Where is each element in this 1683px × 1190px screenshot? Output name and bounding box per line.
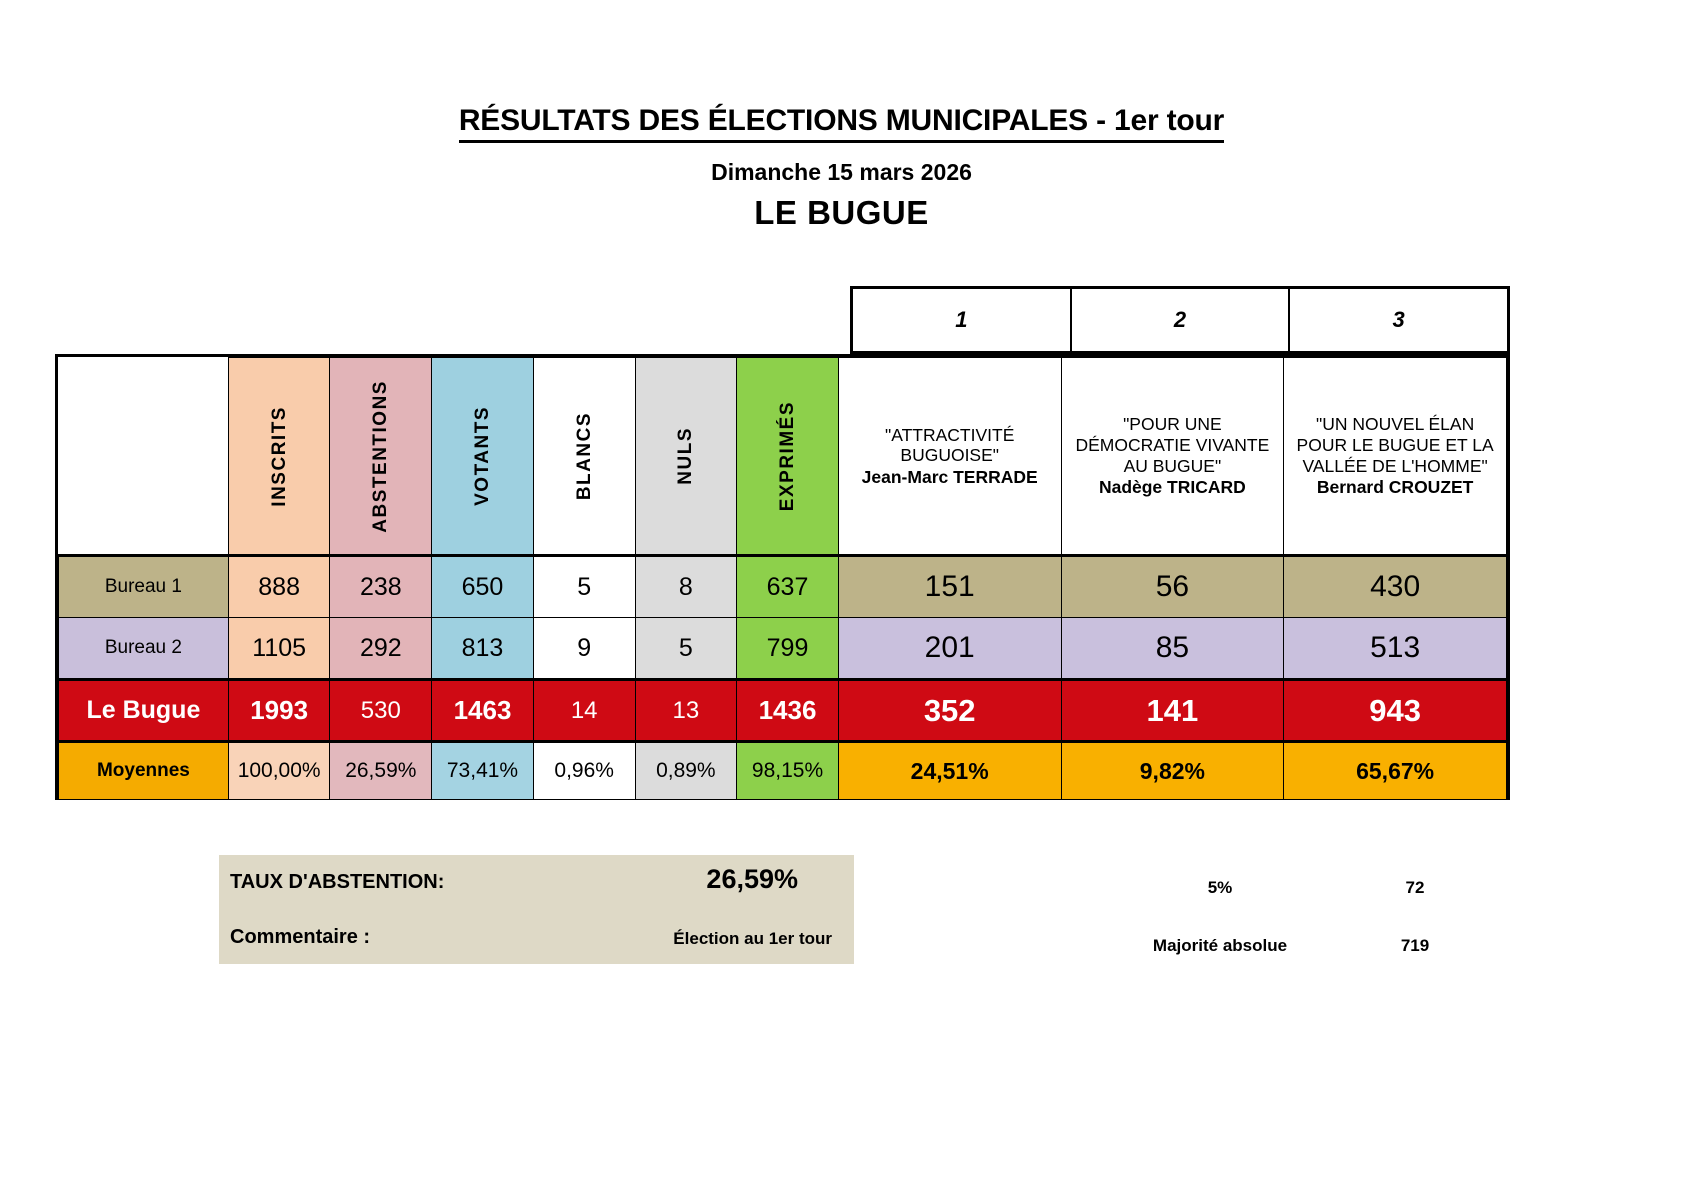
cell-b1-votants: 650 <box>432 556 534 618</box>
commune-name: LE BUGUE <box>754 194 929 231</box>
summary-box <box>219 855 854 964</box>
header-candidate-2 <box>1061 358 1284 556</box>
candidate-3-list-name: "UN NOUVEL ÉLAN POUR LE BUGUE ET LA VALLÉE DE L'HOMME" <box>1296 414 1494 476</box>
cell-b2-abstentions: 292 <box>330 618 432 680</box>
threshold-5-percent-label: 5% <box>1207 878 1233 897</box>
cell-b1-candidate-2: 56 <box>1061 556 1284 618</box>
table-row-total <box>59 680 1507 742</box>
table-row-averages <box>59 742 1507 800</box>
row-label-averages: Moyennes <box>59 742 229 800</box>
cell-avg-blancs: 0,96% <box>533 742 635 800</box>
cell-b2-candidate-2: 85 <box>1061 618 1284 680</box>
header-votants <box>432 358 534 556</box>
candidate-number-band <box>850 286 1510 354</box>
comment-value: Élection au 1er tour <box>673 929 832 948</box>
cell-total-candidate-1: 352 <box>838 680 1061 742</box>
header-votants-label: VOTANTS <box>471 406 493 506</box>
cell-avg-candidate-3: 65,67% <box>1284 742 1507 800</box>
header-inscrits-label: INSCRITS <box>268 405 290 507</box>
cell-b2-candidate-3: 513 <box>1284 618 1507 680</box>
cell-total-exprimes: 1436 <box>737 680 839 742</box>
cell-total-candidate-2: 141 <box>1061 680 1284 742</box>
header-blancs-label: BLANCS <box>573 411 595 501</box>
header-nuls <box>635 358 737 556</box>
row-label-total: Le Bugue <box>59 680 229 742</box>
row-label-bureau-1: Bureau 1 <box>59 556 229 618</box>
cell-avg-abstentions: 26,59% <box>330 742 432 800</box>
header-abstentions <box>330 358 432 556</box>
abstention-row <box>219 855 854 909</box>
cell-total-abstentions: 530 <box>330 680 432 742</box>
header-inscrits <box>228 358 330 556</box>
results-table <box>55 354 1510 800</box>
cell-b1-nuls: 8 <box>635 556 737 618</box>
header-exprimes <box>737 358 839 556</box>
candidate-2-person: Nadège TRICARD <box>1098 477 1246 498</box>
candidate-1-person: Jean-Marc TERRADE <box>861 466 1038 487</box>
cell-avg-exprimes: 98,15% <box>737 742 839 800</box>
cell-total-blancs: 14 <box>533 680 635 742</box>
cell-avg-candidate-2: 9,82% <box>1061 742 1284 800</box>
header-candidate-1 <box>838 358 1061 556</box>
cell-b2-candidate-1: 201 <box>838 618 1061 680</box>
cell-b2-nuls: 5 <box>635 618 737 680</box>
cell-b2-inscrits: 1105 <box>228 618 330 680</box>
candidate-3-person: Bernard CROUZET <box>1316 477 1474 498</box>
candidate-2-list-name: "POUR UNE DÉMOCRATIE VIVANTE AU BUGUE" <box>1075 414 1270 476</box>
absolute-majority-label: Majorité absolue <box>1152 936 1288 955</box>
row-label-bureau-2: Bureau 2 <box>59 618 229 680</box>
table-header-row <box>59 358 1507 556</box>
abstention-value: 26,59% <box>706 864 798 894</box>
page-title: RÉSULTATS DES ÉLECTIONS MUNICIPALES - 1er tour <box>459 104 1224 143</box>
cell-b1-inscrits: 888 <box>228 556 330 618</box>
cell-b1-candidate-1: 151 <box>838 556 1061 618</box>
cell-b1-candidate-3: 430 <box>1284 556 1507 618</box>
cell-b1-exprimes: 637 <box>737 556 839 618</box>
header-corner-cell <box>59 358 229 556</box>
cell-total-inscrits: 1993 <box>228 680 330 742</box>
header-candidate-3 <box>1284 358 1507 556</box>
election-date: Dimanche 15 mars 2026 <box>711 159 972 185</box>
threshold-notes <box>1090 872 1510 988</box>
table-row <box>59 618 1507 680</box>
candidate-1-list-name: "ATTRACTIVITÉ BUGUOISE" <box>885 424 1015 466</box>
cell-avg-nuls: 0,89% <box>635 742 737 800</box>
cell-b2-blancs: 9 <box>533 618 635 680</box>
comment-label: Commentaire : <box>230 926 371 948</box>
abstention-label: TAUX D'ABSTENTION: <box>230 871 445 893</box>
threshold-row-absolute-majority <box>1090 930 1510 988</box>
cell-b2-votants: 813 <box>432 618 534 680</box>
header-nuls-label: NULS <box>675 427 697 485</box>
cell-total-candidate-3: 943 <box>1284 680 1507 742</box>
candidate-number-3: 3 <box>1392 307 1405 332</box>
cell-b2-exprimes: 799 <box>737 618 839 680</box>
cell-avg-inscrits: 100,00% <box>228 742 330 800</box>
absolute-majority-value: 719 <box>1400 936 1430 955</box>
header-exprimes-label: EXPRIMÉS <box>777 400 798 512</box>
cell-avg-votants: 73,41% <box>432 742 534 800</box>
cell-b1-abstentions: 238 <box>330 556 432 618</box>
cell-total-nuls: 13 <box>635 680 737 742</box>
cell-total-votants: 1463 <box>432 680 534 742</box>
threshold-row-5-percent <box>1090 872 1510 930</box>
header-blancs <box>533 358 635 556</box>
header-abstentions-label: ABSTENTIONS <box>370 379 392 533</box>
candidate-number-2: 2 <box>1072 289 1291 351</box>
cell-b1-blancs: 5 <box>533 556 635 618</box>
threshold-5-percent-value: 72 <box>1405 878 1425 897</box>
cell-avg-candidate-1: 24,51% <box>838 742 1061 800</box>
title-block <box>0 104 1683 232</box>
table-row <box>59 556 1507 618</box>
candidate-number-1: 1 <box>853 289 1072 351</box>
comment-row <box>219 910 854 964</box>
